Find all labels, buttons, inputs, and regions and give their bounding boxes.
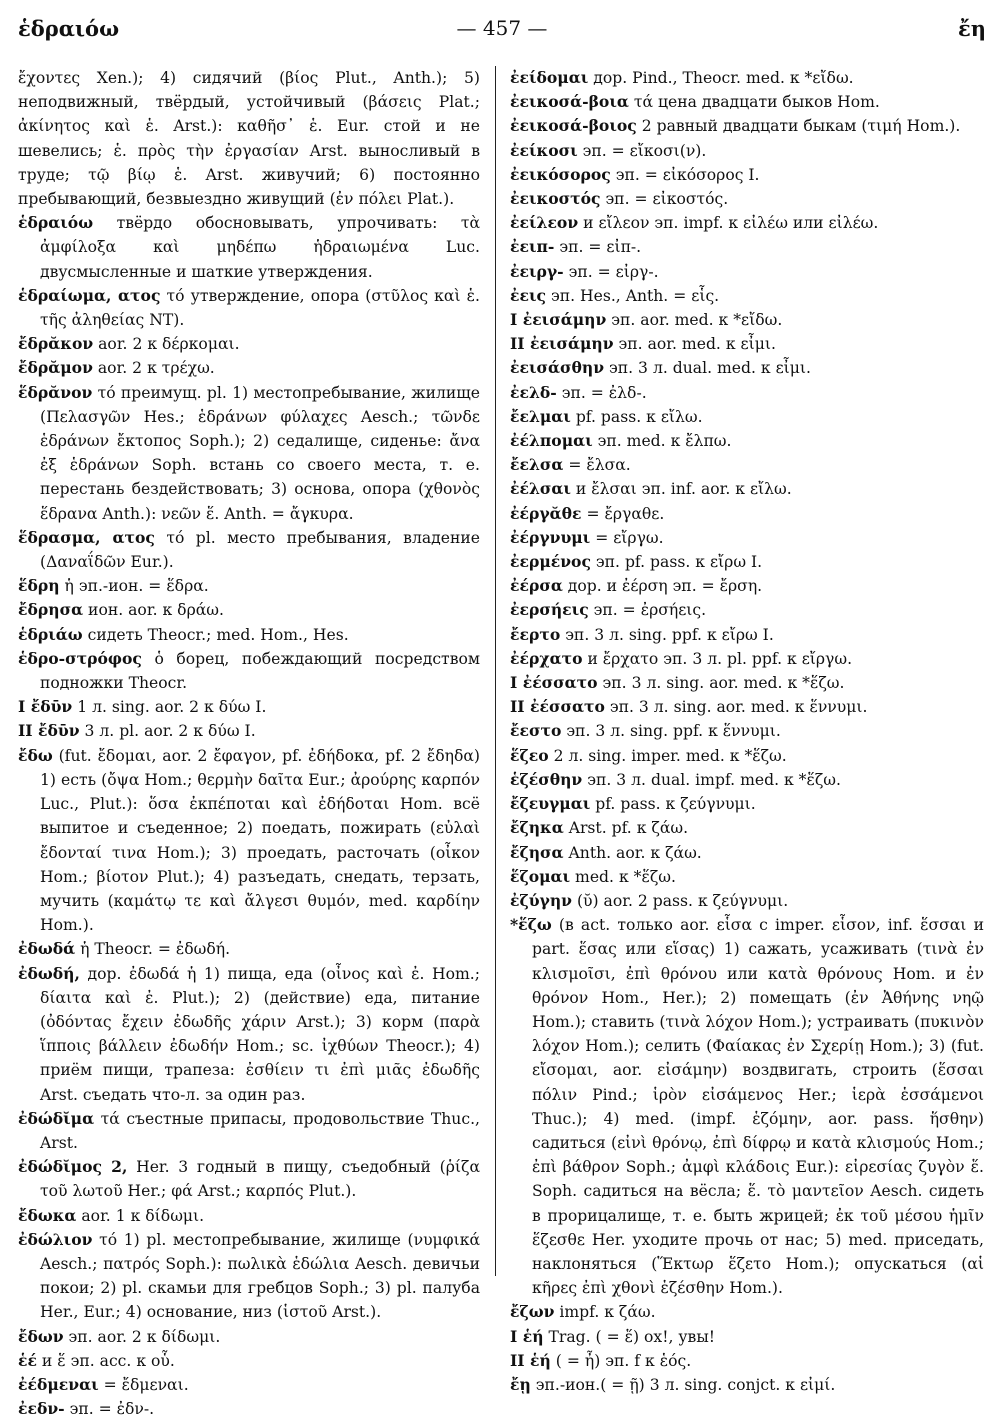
entry-headword: ἕζομαι: [510, 866, 571, 886]
entry-headword: ἔδωκα: [18, 1205, 77, 1225]
entry-definition: τό 1) pl. местопребывание, жилище (νυμφικά Aesch.; πατρός Soph.): πωλικὰ ἑδώλια Aesch. девичьи покои; 2) pl. скамьи для гребцов Soph.; 3) pl. палуба Her., Eur.; 4) основание, низ (ἱστοῦ Arst.).: [40, 1230, 480, 1322]
dictionary-entry: [510, 477, 984, 501]
entry-headword: I ἑή: [510, 1326, 544, 1346]
entry-headword: ἐδωδά: [18, 939, 76, 959]
entry-headword: I ἐεισάμην: [510, 310, 607, 330]
entry-headword: ἐέλσαι: [510, 479, 571, 499]
dictionary-entry: [18, 574, 480, 598]
dictionary-entry: [510, 284, 984, 308]
entry-headword: I ἔδῡν: [18, 697, 73, 717]
entry-definition: эп.-ион.( = ῇ) 3 л. sing. conjct. к εἰμί.: [530, 1375, 836, 1394]
entry-headword: ἕδρασμα, ατος: [18, 527, 155, 547]
entry-headword: ἔδρᾰκον: [18, 334, 94, 354]
entry-headword: ἐειπ-: [510, 237, 555, 257]
entry-headword: ἐείδομαι: [510, 68, 589, 87]
entry-definition: эп. med. к ἔλπω.: [592, 432, 732, 451]
entry-definition: τό преимущ. pl. 1) местопребывание, жилище (Πελασγῶν Hes.; ἑδράνων φύλαχες Aesch.; τῶνδε ἑδράνων ἔκτοπος Soph.); 2) седалище, сиденье: ἄνα ἐξ ἑδράνων Soph. встань со своего места, т. е. перестань бездействовать; 3) основа, опора (χθονὸς ἕδρανα Anth.): νεῶν ἕ. Anth. = ἄγκυρα.: [40, 383, 480, 523]
entry-definition: = ἔλσα.: [563, 456, 631, 475]
entry-definition: aor. 2 к δέρκομαι.: [93, 335, 240, 354]
dictionary-entry: [18, 381, 480, 526]
dictionary-entry: [510, 768, 984, 792]
entry-definition: τό утверждение, опора (στῦλος καὶ ἑ. τῆς ἀληθείας NT).: [40, 286, 480, 330]
dictionary-entry: [510, 647, 984, 671]
dictionary-entry: [18, 647, 480, 695]
entry-definition: = εἴργω.: [590, 528, 664, 547]
entry-headword: ἐέλπομαι: [510, 431, 593, 451]
dictionary-entry: [18, 962, 480, 1107]
dictionary-entry: [510, 865, 984, 889]
entry-headword: ἐεισάσθην: [510, 358, 605, 378]
entry-headword: ἔερτο: [510, 624, 561, 644]
entry-headword: ἔδρησα: [18, 600, 84, 620]
entry-definition: (fut. ἔδομαι, aor. 2 ἔφαγον, pf. ἐδήδοκα, pf. 2 ἔδηδα) 1) есть (ὄψα Hom.; θερμὴν δαῖτα Eur.; ἀρούρης καρπόν Luc., Plut.): ὅσα ἐκπέποται καὶ ἐδήδοται Hom. всё выпитое и съеденное; 2) поедать, пожирать (εὐλαὶ ἔδονταί τινα Hom.); 3) проедать, расточать (οἶκον Hom.; βίοτον Plut.); 4) разъедать, снедать, терзать, мучить (καμάτῳ τε καὶ ἄλγεσι θυμόν, med. καρδίην Hom.).: [40, 746, 480, 935]
dictionary-entry: [18, 719, 480, 743]
left-column: [18, 66, 480, 1419]
entry-definition: ἡ Theocr. = ἐδωδή.: [75, 940, 231, 959]
entry-headword: ἔζευγμαι: [510, 794, 591, 814]
entry-definition: ( = ἦ) эп. f к ἑός.: [550, 1351, 692, 1370]
entry-definition: ἔχοντες Xen.); 4) сидячий (βίος Plut., Anth.); 5) неподвижный, твёрдый, устойчивый (βάσεις Plat.; ἀκίνητος καὶ ἑ. Arst.): καθῆσ᾽ ἑ. Eur. стой и не шевелись; ἑ. πρὸς τὴν ἐργασίαν Arst. выносливый в труде; τῷ βίῳ ἑ. Arst. живучий; 6) постоянно пребывающий, безвыездно живущий (ἐν πόλει Plat.).: [18, 69, 480, 209]
entry-headword: ἑδρο-στρόφος: [18, 648, 142, 668]
entry-definition: дор. ἐδωδά ἡ 1) пища, еда (οἶνος καὶ ἐ. Hom.; δίαιτα καὶ ἐ. Plut.); 2) (действие) еда, питание (ὀδόντας ἔχειν ἐδωδῆς χάριν Arst.); 3) корм (παρὰ ἵπποις βάλλειν ἐδωδήν Hom.; sc. ἰχθύων Theocr.); 4) приём пищи, трапеза: ἐσθίειν τι ἐπὶ μιᾶς ἐδωδῆς Arst. съедать что-л. за один раз.: [40, 964, 480, 1104]
dictionary-entry: [510, 405, 984, 429]
entry-definition: эп. = ἐδν-.: [64, 1400, 155, 1419]
dictionary-entry: [510, 235, 984, 259]
dictionary-entry: [510, 139, 984, 163]
entry-headword: ἐέρσα: [510, 576, 563, 596]
dictionary-entry: [510, 1325, 984, 1349]
entry-headword: ἑδραιόω: [18, 213, 94, 233]
entry-definition: эп. = ἐλδ-.: [556, 383, 647, 402]
entry-headword: ἐείκοσι: [510, 140, 578, 160]
entry-headword: ἐερμένος: [510, 552, 591, 572]
entry-definition: τά цена двадцати быков Hom.: [628, 93, 880, 112]
entry-headword: ἕδρᾰνον: [18, 382, 93, 402]
dictionary-entry: [18, 1107, 480, 1155]
dictionary-entry: [510, 816, 984, 840]
entry-definition: эп. 3 л. dual. med. к εἶμι.: [604, 359, 811, 378]
dictionary-entry: [510, 574, 984, 598]
column-divider: [495, 66, 496, 1276]
entry-headword: ἔεστο: [510, 721, 562, 741]
dictionary-entry: [510, 502, 984, 526]
dictionary-entry: [510, 187, 984, 211]
entry-definition: Her. 3 годный в пищу, съедобный (ῥίζα τοῦ λωτοῦ Her.; φά Arst.; καρπός Plut.).: [40, 1158, 480, 1201]
dictionary-entry: [18, 332, 480, 356]
entry-definition: = ἔργαθε.: [581, 504, 665, 523]
entry-definition: эп. 3 л. sing. ppf. к ἕννυμι.: [561, 722, 781, 741]
entry-headword: ἔζησα: [510, 842, 564, 862]
dictionary-entry: [510, 332, 984, 356]
entry-definition: твёрдо обосновывать, упрочивать: τὰ ἀμφίλοξα καὶ μηδέπω ἡδραιωμένα Luc. двусмысленные и шаткие утверждения.: [40, 214, 480, 281]
entry-headword: ἐεικόσορος: [510, 164, 611, 184]
entry-headword: ἐέδμεναι: [18, 1374, 99, 1394]
entry-headword: ἕζεο: [510, 745, 549, 765]
entry-definition: pf. pass. к ζεύγνυμι.: [590, 795, 756, 814]
entry-headword: I ἐέσσατο: [510, 673, 598, 693]
entry-definition: эп. Hes., Anth. = εἷς.: [546, 286, 720, 305]
entry-headword: ἐδωδή,: [18, 963, 80, 983]
dictionary-entry: [18, 1155, 480, 1203]
right-column: [510, 66, 984, 1394]
entry-headword: ἔελμαι: [510, 406, 571, 426]
page-header: [18, 10, 986, 44]
entry-definition: эп. aor. 2 к δίδωμι.: [63, 1327, 221, 1346]
entry-definition: (ῠ) aor. 2 pass. к ζεύγνυμι.: [572, 891, 789, 910]
dictionary-entry: [18, 1373, 480, 1397]
entry-definition: (в act. только aor. εἷσα с imper. εἷσον, inf. ἕσσαι и part. ἕσας или εἵσας) 1) сажать, усаживать (τινὰ ἐν κλισμοῖσι, ἐπὶ θρόνου или κατὰ θρόνους Hom. и ἐν θρόνον Hom., Her.); 2) помещать (ἐν Ἀθήνης νηῷ Hom.); ставить (τινὰ λόχον Hom.); устраивать (πυκινὸν λόχον Hom.); селить (Φαίακας ἐν Σχερίῃ Hom.); 3) (fut. εἴσομαι, aor. εἰσάμην) воздвигать, строить (ἕσσαι πόλιν Pind.; ἱρὸν εἰσάμενος Her.; ἱερὰ ἑσσάμενοι Thuc.); 4) med. (impf. ἑζόμην, aor. pass. ἥσθην) садиться (εἰνὶ θρόνῳ, ἐπὶ δίφρῳ и κατὰ κλισμούς Hom.; ἐπὶ βάθρον Soph.; ἀμφὶ κλάδοις Eur.): εἰρεσίας ζυγὸν ἕ. Soph. садиться на вёсла; ἕ. τὸ μαντεῖον Aesch. сидеть в прорицалище, т. е. быть жрицей; ἐκ τοῦ μέσου ἡμῖν ἕζεσθε Her. уходите прочь от нас; 5) med. приседать, наклоняться (Ἕκτωρ ἕζετο Hom.); опускаться (αἱ κῆρες ἐπὶ χθονὶ ἑζέσθην Hom.).: [532, 916, 984, 1298]
dictionary-entry: [18, 598, 480, 622]
entry-definition: ἡ эп.-ион. = ἕδρα.: [59, 577, 209, 596]
dictionary-entry: [510, 90, 984, 114]
dictionary-entry: [510, 744, 984, 768]
entry-definition: эп. aor. med. к εἶμι.: [613, 335, 776, 354]
entry-headword: ἐέργνυμι: [510, 527, 591, 547]
dictionary-entry: [510, 1300, 984, 1324]
entry-headword: ἐελδ-: [510, 382, 557, 402]
entry-definition: дор. и ἐέρση эп. = ἔρση.: [562, 577, 763, 596]
entry-definition: impf. к ζάω.: [554, 1303, 656, 1322]
entry-headword: ἐερσήεις: [510, 600, 589, 620]
dictionary-entry: [510, 719, 984, 743]
entry-definition: эп. 3 л. sing. ppf. к εἴρω I.: [560, 625, 774, 644]
entry-headword: ἔῃ: [510, 1374, 531, 1394]
entry-headword: ἔδω: [18, 745, 53, 765]
dictionary-entry: [510, 66, 984, 90]
dictionary-entry: [510, 1349, 984, 1373]
entry-definition: 2 л. sing. imper. med. к *ἕζω.: [548, 746, 787, 765]
dictionary-entry: [18, 1325, 480, 1349]
entry-definition: aor. 1 к δίδωμι.: [76, 1206, 205, 1225]
entry-headword: ἐεικοσά-βοιος: [510, 116, 637, 136]
dictionary-entry: [18, 211, 480, 284]
entry-headword: ἔδρᾰμον: [18, 358, 93, 378]
entry-headword: ἐέρχατο: [510, 648, 583, 668]
entry-definition: эп. = εἰκοστός.: [600, 190, 729, 209]
entry-headword: ἐεικοστός: [510, 189, 601, 209]
entry-headword: *ἕζω: [510, 915, 552, 935]
entry-headword: ἐεδν-: [18, 1399, 65, 1419]
entry-headword: ἑδραίωμα, ατος: [18, 285, 161, 305]
entry-headword: ἐδώδῐμα: [18, 1108, 95, 1128]
dictionary-entry: [510, 841, 984, 865]
entry-headword: ἐείλεον: [510, 213, 579, 233]
dictionary-entry: [510, 211, 984, 235]
page-number: — 457 —: [456, 16, 548, 40]
entry-headword: ἐειργ-: [510, 261, 564, 281]
dictionary-entry: [510, 429, 984, 453]
entry-definition: Trag. ( = ἕ) ох!, увы!: [543, 1327, 716, 1346]
dictionary-entry: [510, 381, 984, 405]
dictionary-entry: [510, 163, 984, 187]
dictionary-entry: [18, 284, 480, 332]
entry-headword: ἑζέσθην: [510, 769, 583, 789]
entry-definition: эп. = εἴκοσι(ν).: [577, 141, 707, 160]
entry-definition: эп. pf. pass. к εἴρω I.: [590, 553, 763, 572]
entry-definition: 1 л. sing. aor. 2 к δύω I.: [72, 698, 267, 717]
entry-definition: эп. = εἰκόσορος I.: [610, 165, 760, 184]
entry-definition: aor. 2 к τρέχω.: [92, 359, 215, 378]
dictionary-entry: [18, 695, 480, 719]
entry-definition: и ἔλσαι эп. inf. aor. к εἴλω.: [570, 480, 792, 499]
entry-headword: ἐζύγην: [510, 890, 572, 910]
dictionary-entry: [18, 1228, 480, 1325]
dictionary-entry: [510, 598, 984, 622]
entry-definition: эп. = ἐρσήεις.: [588, 601, 707, 620]
right-running-headword: ἔη: [957, 16, 986, 41]
dictionary-entry: [18, 744, 480, 938]
dictionary-entry: [510, 114, 984, 138]
entry-definition: Anth. aor. к ζάω.: [563, 843, 702, 862]
entry-definition: и ἔρχατο эп. 3 л. pl. ppf. к εἴργω.: [582, 649, 853, 668]
entry-definition: эп. aor. med. к *εἴδω.: [606, 311, 783, 330]
entry-definition: 3 л. pl. aor. 2 к δύω I.: [79, 722, 256, 741]
entry-definition: ὁ борец, побеждающий посредством подножки Theocr.: [40, 649, 480, 693]
dictionary-entry: [18, 937, 480, 961]
entry-definition: ион. aor. к δράω.: [83, 601, 224, 620]
entry-headword: ἐεις: [510, 285, 546, 305]
dictionary-entry: [510, 913, 984, 1300]
dictionary-entry: [510, 1373, 984, 1397]
entry-definition: τά съестные припасы, продовольствие Thuc., Arst.: [40, 1109, 480, 1152]
dictionary-entry: [18, 1397, 480, 1421]
entry-headword: ἐδώδῐμος 2,: [18, 1157, 128, 1177]
entry-definition: эп. 3 л. sing. aor. med. к ἕννυμι.: [604, 698, 868, 717]
entry-headword: II ἐεισάμην: [510, 334, 614, 354]
entry-definition: med. к *ἕζω.: [570, 867, 676, 886]
left-running-headword: ἑδραιόω: [18, 16, 120, 41]
entry-definition: сидеть Theocr.; med. Hom., Hes.: [82, 625, 349, 644]
dictionary-entry: [510, 453, 984, 477]
dictionary-entry: [510, 671, 984, 695]
dictionary-entry: [510, 623, 984, 647]
entry-headword: ἑδριάω: [18, 624, 83, 644]
entry-definition: дор. Pind., Theocr. med. к *εἴδω.: [588, 69, 854, 87]
dictionary-entry: [510, 889, 984, 913]
entry-definition: = ἔδμεναι.: [98, 1375, 189, 1394]
dictionary-entry: [510, 308, 984, 332]
entry-headword: ἐέργᾰθε: [510, 503, 582, 523]
dictionary-entry: [18, 623, 480, 647]
entry-headword: ἕδρη: [18, 576, 60, 596]
dictionary-entry: [510, 695, 984, 719]
entry-definition: pf. pass. к εἴλω.: [570, 407, 703, 426]
dictionary-entry: [510, 260, 984, 284]
dictionary-entry: [510, 550, 984, 574]
entry-definition: эп. 3 л. dual. impf. med. к *ἕζω.: [582, 770, 841, 789]
dictionary-entry: [18, 66, 480, 211]
entry-headword: II ἔδῡν: [18, 721, 80, 741]
entry-definition: Arst. pf. к ζάω.: [563, 819, 689, 838]
dictionary-entry: [510, 356, 984, 380]
dictionary-entry: [18, 1204, 480, 1228]
entry-headword: ἐδώλιον: [18, 1229, 93, 1249]
entry-definition: τό pl. место пребывания, владение (Δαναΐδῶν Eur.).: [40, 528, 480, 572]
dictionary-entry: [18, 526, 480, 574]
entry-headword: ἑέ: [18, 1350, 37, 1370]
entry-headword: II ἑή: [510, 1350, 551, 1370]
dictionary-entry: [510, 526, 984, 550]
dictionary-entry: [18, 356, 480, 380]
dictionary-entry: [510, 792, 984, 816]
entry-headword: ἔελσα: [510, 455, 564, 475]
entry-headword: II ἐέσσατο: [510, 697, 605, 717]
entry-definition: эп. = εἰργ-.: [563, 262, 659, 281]
entry-headword: ἐεικοσά-βοια: [510, 92, 629, 112]
dictionary-entry: [18, 1349, 480, 1373]
entry-definition: эп. 3 л. sing. aor. med. к *ἕζω.: [597, 674, 845, 693]
entry-headword: ἔδων: [18, 1326, 64, 1346]
entry-definition: и ἕ эп. acc. к οὗ.: [36, 1351, 175, 1370]
entry-headword: ἔζων: [510, 1302, 555, 1322]
entry-definition: эп. = εἰπ-.: [554, 238, 642, 257]
entry-definition: 2 равный двадцати быкам (τιμή Hom.).: [636, 117, 961, 136]
entry-headword: ἔζηκα: [510, 818, 564, 838]
entry-definition: и εἴλεον эп. impf. к εἰλέω или εἰλέω.: [578, 214, 879, 233]
